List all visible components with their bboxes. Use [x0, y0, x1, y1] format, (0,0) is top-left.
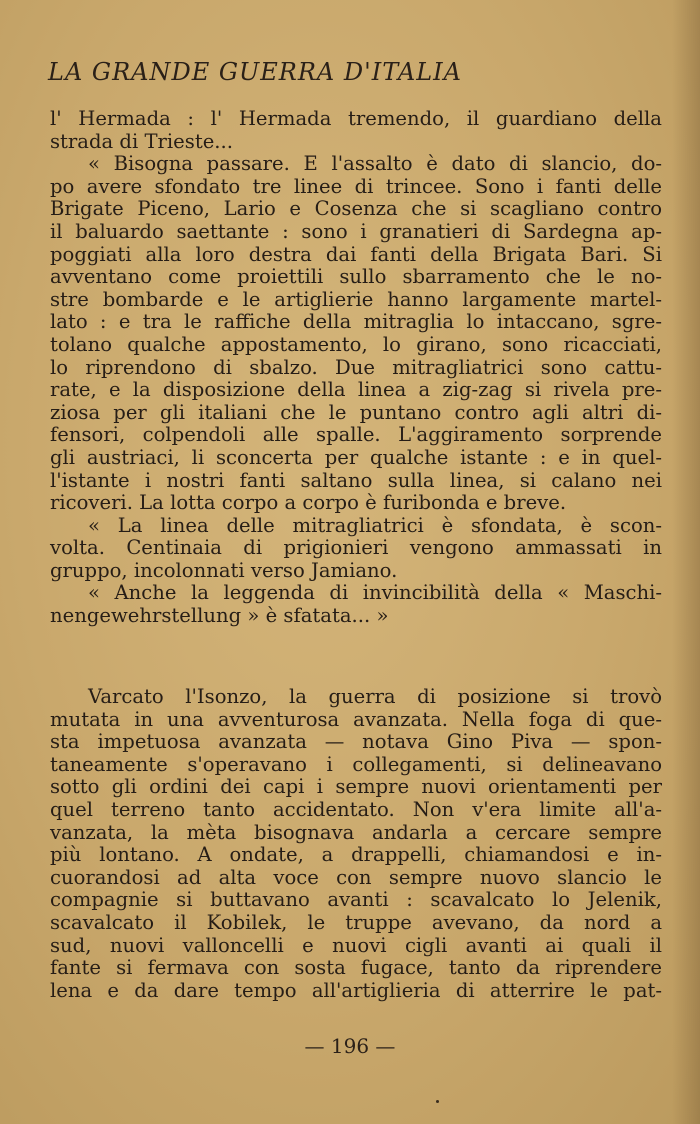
line-content: vanzata, la mèta bisognava andarla a cercare sempre	[50, 820, 662, 844]
line-content: ziosa per gli italiani che le puntano contro agli altri di-	[50, 400, 662, 424]
line-content: avventano come proiettili sullo sbarramento che le no-	[50, 265, 662, 289]
line-content: lato : e tra le raffiche della mitraglia lo intaccano, sgre-	[50, 310, 662, 334]
text-line	[50, 311, 662, 334]
text-line	[50, 731, 662, 754]
text-line: ricoveri. La lotta corpo a corpo è furibonda e breve.	[50, 491, 567, 515]
text-line	[50, 537, 662, 560]
text-line: nengewehrstellung » è sfatata... »	[50, 604, 389, 628]
line-content: fensori, colpendoli alle spalle. L'aggiramento sorprende	[50, 423, 662, 447]
line-content: sotto gli ordini dei capi i sempre nuovi orientamenti per	[50, 775, 662, 799]
paper-speck	[436, 1100, 439, 1103]
line-content: più lontano. A ondate, a drappelli, chiamandosi e in-	[50, 843, 662, 867]
text-line	[50, 776, 662, 799]
line-content: taneamente s'operavano i collegamenti, si delineavano	[50, 752, 662, 776]
text-line	[50, 289, 662, 312]
text-line	[50, 357, 662, 380]
text-line	[50, 470, 662, 493]
line-content: fante si fermava con sosta fugace, tanto da riprendere	[50, 956, 662, 980]
line-content: scavalcato il Kobilek, le truppe avevano, da nord a	[50, 910, 662, 934]
text-line	[50, 153, 662, 176]
line-content: l' Hermada : l' Hermada tremendo, il guardiano della	[50, 107, 662, 130]
line-content: volta. Centinaia di prigionieri vengono ammassati in	[50, 536, 662, 560]
line-content: compagnie si buttavano avanti : scavalcato lo Jelenik,	[50, 888, 662, 912]
text-line	[50, 198, 662, 221]
text-line: gruppo, incolonnati verso Jamiano.	[50, 558, 398, 582]
text-line	[50, 447, 662, 470]
line-content: poggiati alla loro destra dai fanti della Brigata Bari. Si	[50, 242, 662, 266]
line-content: po avere sfondato tre linee di trincee. Sono i fanti delle	[50, 174, 662, 198]
line-content: stre bombarde e le artiglierie hanno largamente martel-	[50, 287, 662, 311]
page-number: — 196 —	[304, 1034, 396, 1058]
text-line	[50, 799, 662, 822]
text-line: strada di Trieste...	[50, 129, 233, 153]
text-line	[50, 424, 662, 447]
line-content: mutata in una avventurosa avanzata. Nella foga di que-	[50, 707, 662, 731]
text-line	[50, 582, 662, 605]
text-line	[50, 822, 662, 845]
text-line	[50, 754, 662, 777]
text-line	[50, 221, 662, 244]
text-line	[50, 686, 662, 709]
text-line	[50, 379, 662, 402]
line-content: gli austriaci, li sconcerta per qualche istante : e in quel-	[50, 445, 662, 469]
text-line	[50, 957, 662, 980]
line-content: l'istante i nostri fanti saltano sulla linea, si calano nei	[50, 468, 662, 492]
line-content: tolano qualche appostamento, lo girano, sono ricacciati,	[50, 332, 662, 356]
line-content: Varcato l'Isonzo, la guerra di posizione si trovò	[88, 685, 662, 708]
page-edge-shadow	[672, 0, 700, 1124]
line-content: il baluardo saettante : sono i granatieri di Sardegna ap-	[50, 219, 662, 243]
body-text-quoted-passage	[50, 108, 662, 628]
text-line	[50, 334, 662, 357]
text-line	[50, 980, 662, 1003]
running-head: LA GRANDE GUERRA D'ITALIA	[48, 58, 462, 86]
line-content: cuorandosi ad alta voce con sempre nuovo slancio le	[50, 865, 662, 889]
line-content: quel terreno tanto accidentato. Non v'era limite all'a-	[50, 797, 662, 821]
text-line	[50, 266, 662, 289]
text-line	[50, 402, 662, 425]
body-text-narrative-passage	[50, 686, 662, 1002]
text-line	[50, 709, 662, 732]
line-content: lo riprendono di sbalzo. Due mitragliatrici sono cattu-	[50, 355, 662, 379]
text-line	[50, 244, 662, 267]
line-content: sta impetuosa avanzata — notava Gino Piva — spon-	[50, 730, 662, 754]
text-line	[50, 867, 662, 890]
line-content: sud, nuovi valloncelli e nuovi cigli avanti ai quali il	[50, 933, 662, 957]
text-line	[50, 889, 662, 912]
line-content: rate, e la disposizione della linea a zig-zag si rivela pre-	[50, 378, 662, 402]
text-line	[50, 912, 662, 935]
line-content: Brigate Piceno, Lario e Cosenza che si scagliano contro	[50, 197, 662, 221]
line-content: « Anche la leggenda di invincibilità della « Maschi-	[88, 581, 662, 605]
text-line	[50, 176, 662, 199]
text-line	[50, 108, 662, 131]
text-line	[50, 515, 662, 538]
text-line	[50, 935, 662, 958]
text-line	[50, 844, 662, 867]
line-content: « Bisogna passare. E l'assalto è dato di slancio, do-	[88, 152, 662, 176]
line-content: lena e da dare tempo all'artiglieria di atterrire le pat-	[50, 978, 662, 1002]
line-content: « La linea delle mitragliatrici è sfondata, è scon-	[88, 513, 662, 537]
